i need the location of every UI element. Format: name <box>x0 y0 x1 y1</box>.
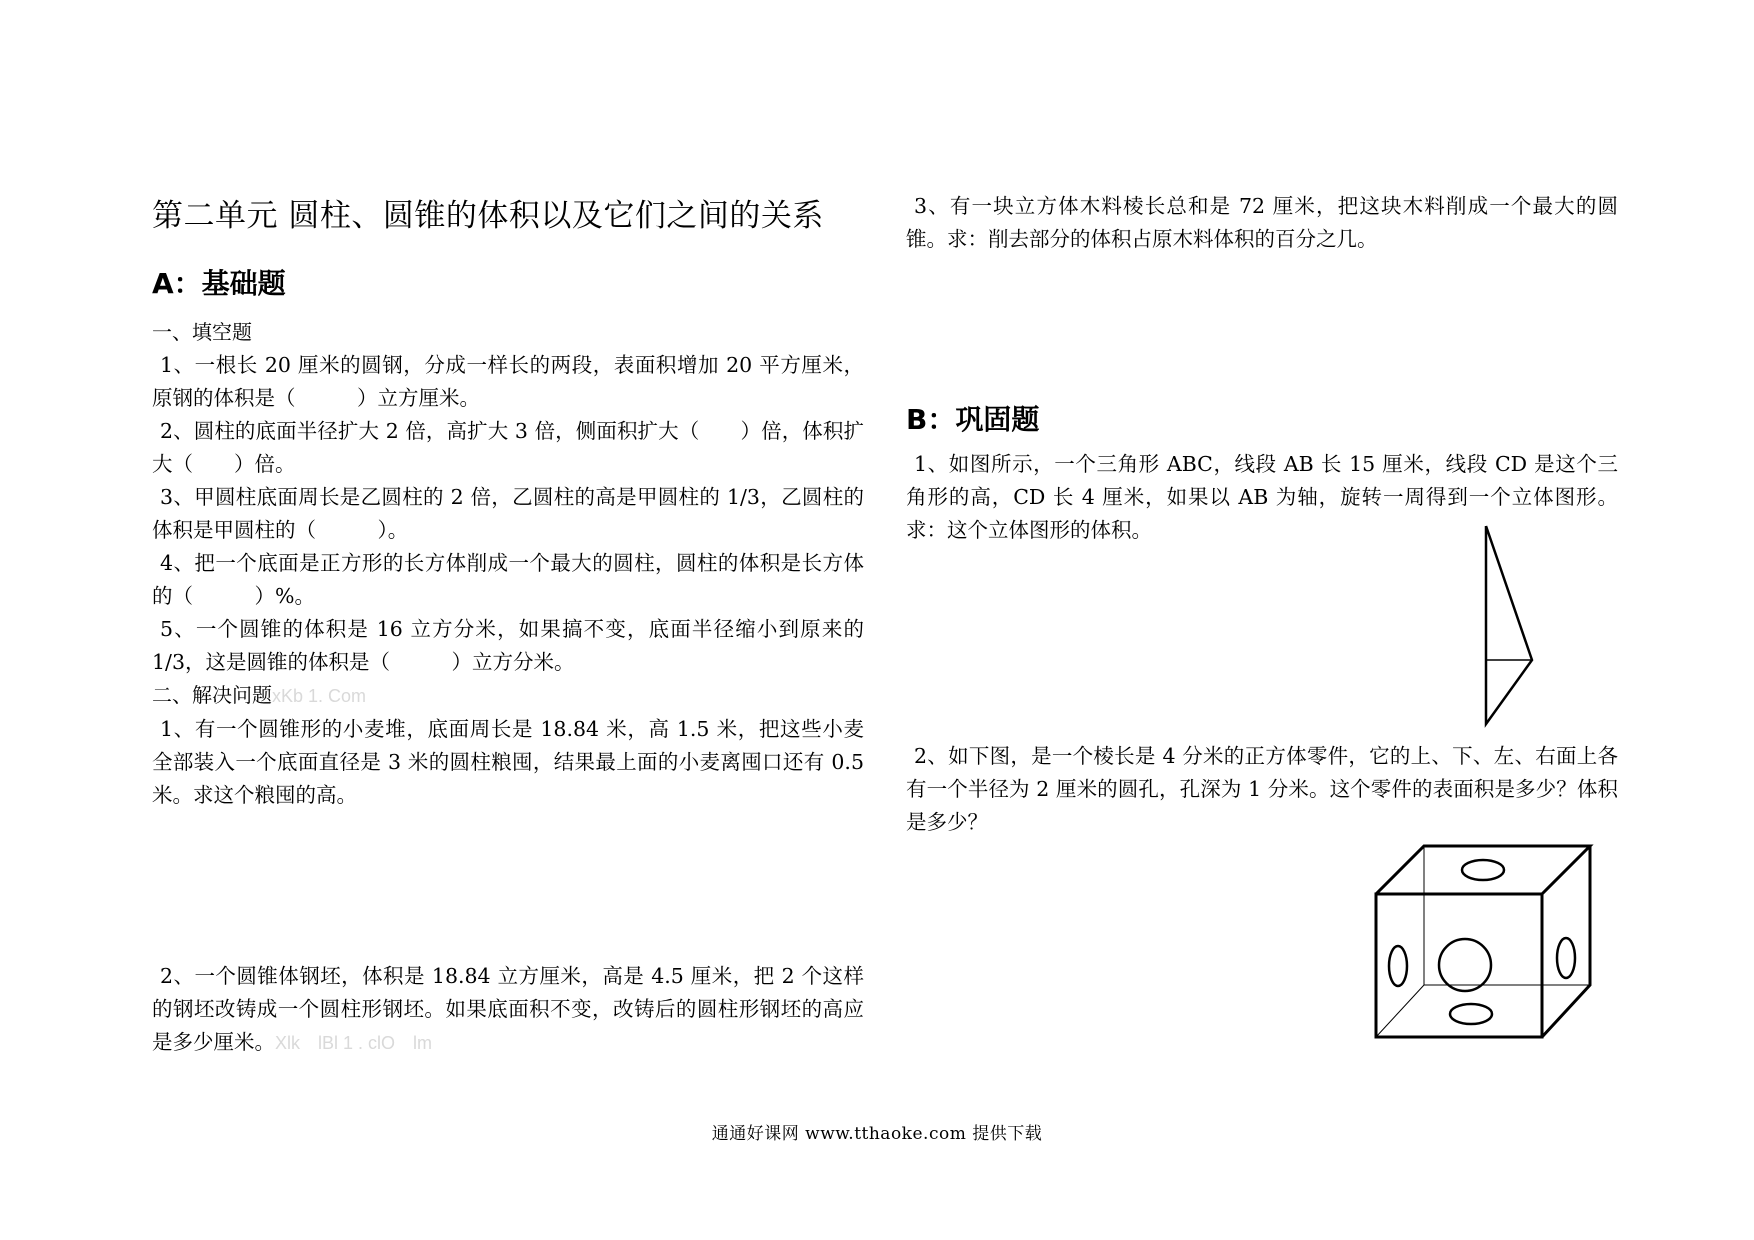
watermark-text-2: Xlk lBl 1 . clO lm <box>275 1033 433 1053</box>
solve-item-1: 1、有一个圆锥形的小麦堆，底面周长是 18.84 米，高 1.5 米，把这些小麦全部装入一个底面直径是 3 米的圆柱粮囤，结果最上面的小麦离囤口还有 0.5 米。求这个粮囤的高。 <box>152 717 864 807</box>
solve-heading-text: 二、解决问题 <box>152 683 272 707</box>
solve-item-2-text: 2、一个圆锥体钢坯，体积是 18.84 立方厘米，高是 4.5 厘米，把 2 个这样的钢坯改铸成一个圆柱形钢坯。如果底面积不变，改铸后的圆柱形钢坯的高应是多少厘米。 <box>152 964 864 1054</box>
triangle-outline <box>1486 526 1532 724</box>
cube-right-face <box>1542 846 1590 1037</box>
section-a-heading: A：基础题 <box>152 267 286 300</box>
bottom-hole <box>1450 1004 1492 1024</box>
cube-hidden-edge <box>1376 985 1424 1037</box>
b-item-1: 1、如图所示，一个三角形 ABC，线段 AB 长 15 厘米，线段 CD 是这个三角形的高，CD 长 4 厘米，如果以 AB 为轴，旋转一周得到一个立体图形。求：这个立体图形的体积。 <box>906 452 1618 542</box>
fill-item-2: 2、圆柱的底面半径扩大 2 倍，高扩大 3 倍，侧面积扩大（ ）倍，体积扩大（ ）倍。 <box>152 419 864 476</box>
fill-item-5: 5、一个圆锥的体积是 16 立方分米，如果搞不变，底面半径缩小到原来的 1/3，这是圆锥的体积是（ ）立方分米。 <box>152 617 864 674</box>
left-hole <box>1389 946 1407 986</box>
right-hole <box>1557 938 1575 978</box>
fill-item-3: 3、甲圆柱底面周长是乙圆柱的 2 倍，乙圆柱的高是甲圆柱的 1/3，乙圆柱的体积是甲圆柱的（ ）。 <box>152 485 864 542</box>
cube-top-face <box>1376 846 1590 894</box>
page-title: 第二单元 圆柱、圆锥的体积以及它们之间的关系 <box>152 198 824 234</box>
fill-item-4: 4、把一个底面是正方形的长方体削成一个最大的圆柱，圆柱的体积是长方体的（ ）%。 <box>152 551 864 608</box>
watermark-text: xKb 1. Com <box>272 686 367 706</box>
cube-wood-problem: 3、有一块立方体木料棱长总和是 72 厘米，把这块木料削成一个最大的圆锥。求：削去部分的体积占原木料体积的百分之几。 <box>906 194 1618 251</box>
top-hole <box>1462 860 1504 880</box>
solve-item-2 <box>152 960 864 1060</box>
triangle-figure <box>1470 522 1540 728</box>
left-column <box>152 196 864 1060</box>
front-hole <box>1439 939 1491 991</box>
cube-front-face <box>1376 894 1542 1037</box>
fill-item-1: 1、一根长 20 厘米的圆钢，分成一样长的两段，表面积增加 20 平方厘米，原钢的体积是（ ）立方厘米。 <box>152 353 864 410</box>
solve-heading <box>152 679 864 713</box>
right-column <box>906 190 1618 839</box>
section-b-heading: B：巩固题 <box>906 403 1040 436</box>
b-item-2: 2、如下图，是一个棱长是 4 分米的正方体零件，它的上、下、左、右面上各有一个半径为 2 厘米的圆孔，孔深为 1 分米。这个零件的表面积是多少？体积是多少？ <box>906 744 1618 834</box>
fill-blank-heading: 一、填空题 <box>152 320 252 344</box>
cube-figure <box>1370 838 1596 1044</box>
footer-credit: 通通好课网 www.tthaoke.com 提供下载 <box>711 1124 1043 1144</box>
